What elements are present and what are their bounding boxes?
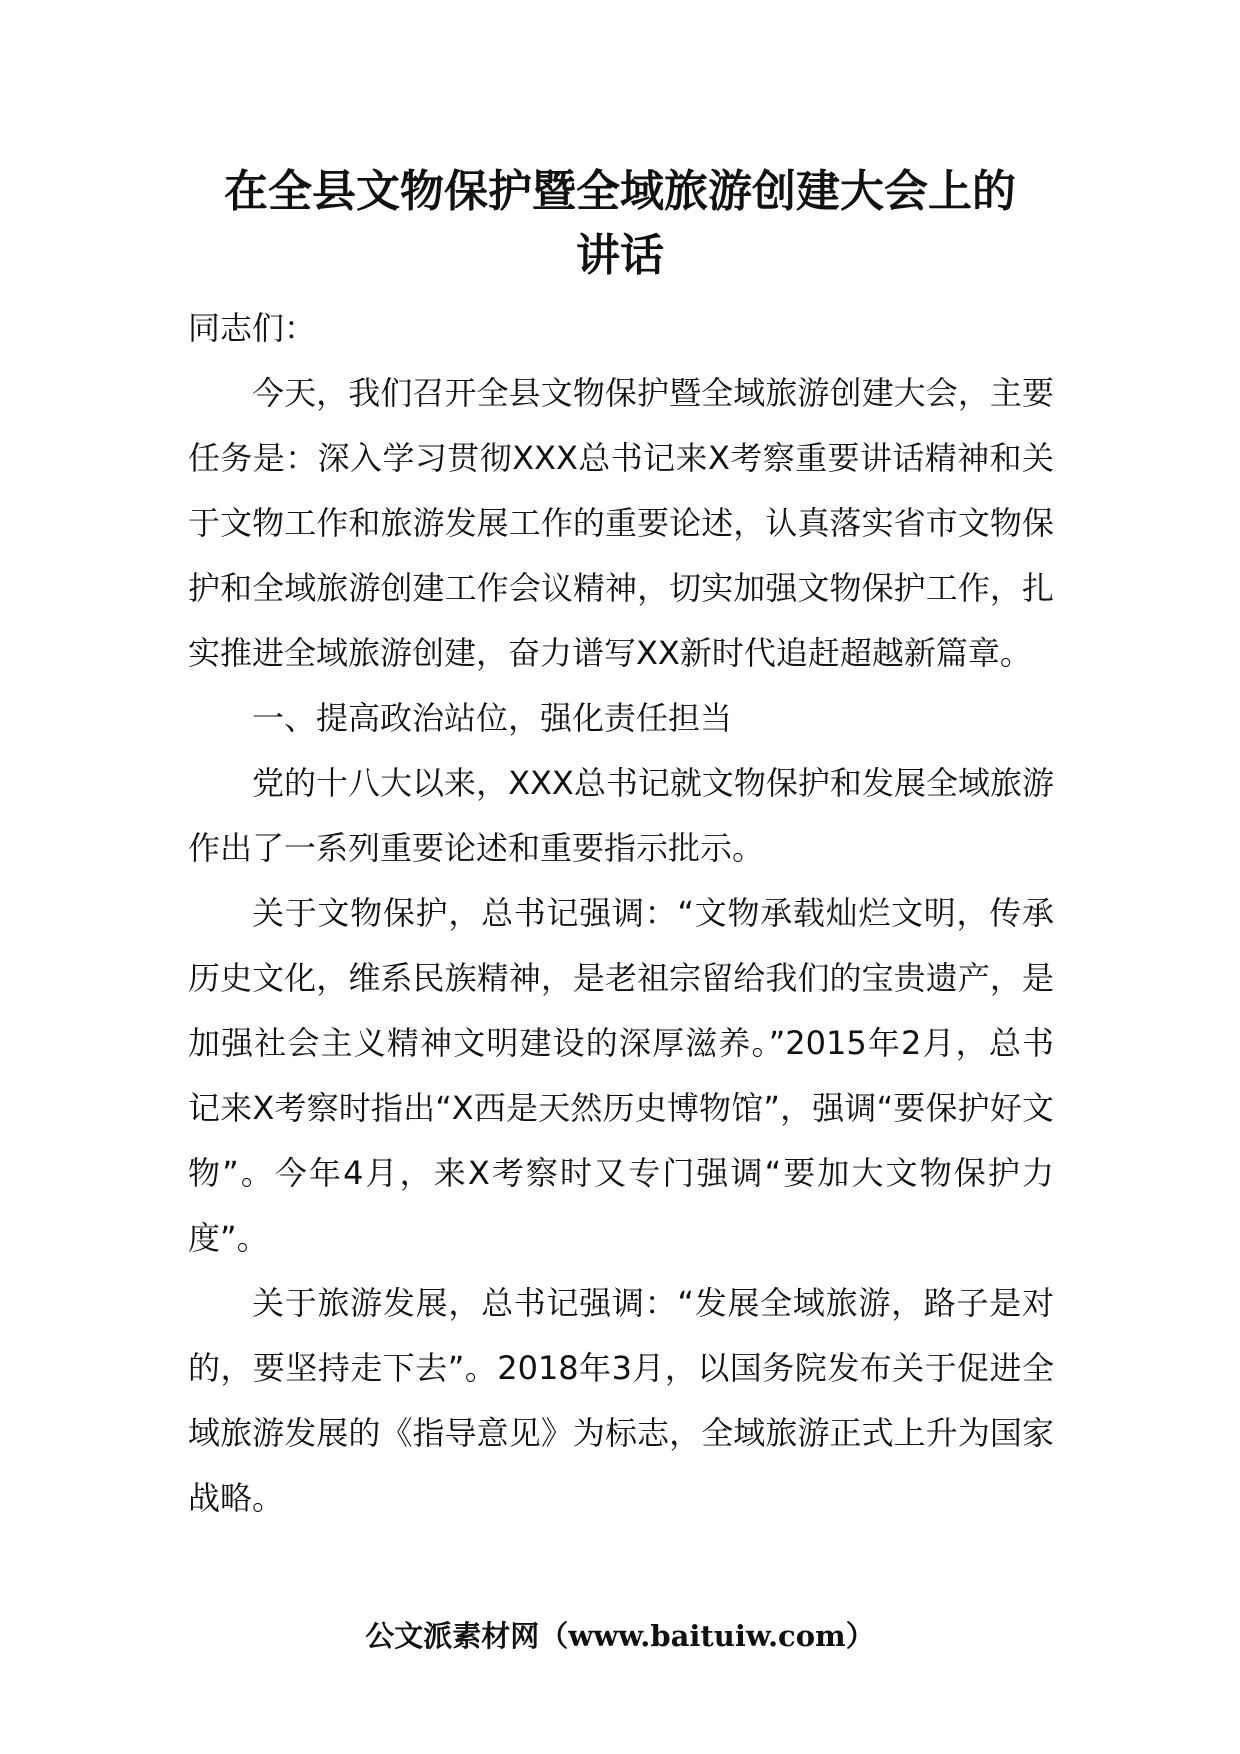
document-body (188, 296, 1054, 1531)
footer-watermark: 公文派素材网（www.baituiw.com） (365, 1619, 875, 1653)
salutation: 同志们： (188, 309, 317, 347)
section-heading-1: 一、提高政治站位，强化责任担当 (252, 699, 733, 737)
document-title (150, 160, 1090, 288)
paragraph-intro: 今天，我们召开全县文物保护暨全域旅游创建大会，主要任务是：深入学习贯彻XXX总书记来X考察重要讲话精神和关于文物工作和旅游发展工作的重要论述，认真落实省市文物保护和全域旅游创建工作会议精神，切实加强文物保护工作，扎实推进全域旅游创建，奋力谱写XX新时代追赶超越新篇章。 (188, 374, 1054, 672)
title-line-1: 在全县文物保护暨全域旅游创建大会上的 (224, 166, 1016, 217)
paragraph-since-18th-congress: 党的十八大以来，XXX总书记就文物保护和发展全域旅游作出了一系列重要论述和重要指示批示。 (188, 764, 1054, 867)
paragraph-heritage-protection: 关于文物保护，总书记强调：“文物承载灿烂文明，传承历史文化，维系民族精神，是老祖宗留给我们的宝贵遗产，是加强社会主义精神文明建设的深厚滋养。”2015年2月，总书记来X考察时指出“X西是天然历史博物馆”，强调“要保护好文物”。今年4月，来X考察时又专门强调“要加大文物保护力度”。 (188, 894, 1054, 1257)
title-line-2: 讲话 (576, 230, 664, 281)
paragraph-tourism-development: 关于旅游发展，总书记强调：“发展全域旅游，路子是对的，要坚持走下去”。2018年3月，以国务院发布关于促进全域旅游发展的《指导意见》为标志，全域旅游正式上升为国家战略。 (188, 1284, 1054, 1517)
